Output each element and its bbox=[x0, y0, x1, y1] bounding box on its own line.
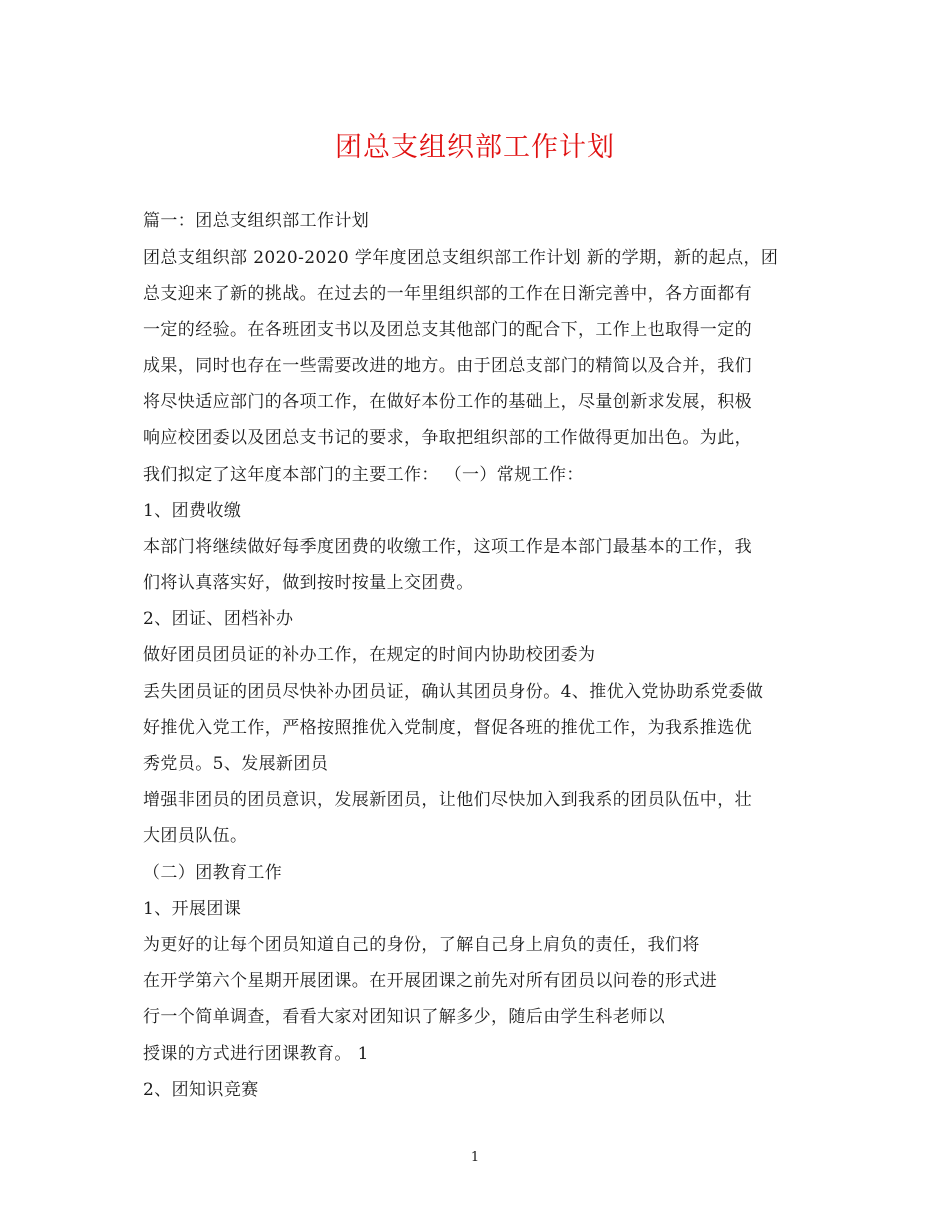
text-line: 为更好的让每个团员知道自己的身份，了解自己身上肩负的责任，我们将 bbox=[143, 935, 700, 955]
text-line: 做好团员团员证的补办工作，在规定的时间内协助校团委为 bbox=[143, 645, 596, 665]
text-line: 们将认真落实好，做到按时按量上交团费。 bbox=[143, 573, 474, 593]
text-line: 本部门将继续做好每季度团费的收缴工作，这项工作是本部门最基本的工作，我 bbox=[143, 537, 752, 557]
text-line: 一定的经验。在各班团支书以及团总支其他部门的配合下，工作上也取得一定的 bbox=[143, 320, 752, 340]
text-line: 将尽快适应部门的各项工作，在做好本份工作的基础上，尽量创新求发展，积极 bbox=[143, 392, 752, 412]
text-line: 团总支组织部 2020-2020 学年度团总支组织部工作计划 新的学期，新的起点，团 bbox=[143, 248, 779, 268]
text-line: 行一个简单调查，看看大家对团知识了解多少，随后由学生科老师以 bbox=[143, 1007, 665, 1027]
text-line: （二）团教育工作 bbox=[143, 863, 283, 883]
text-line: 2、团知识竞赛 bbox=[143, 1080, 259, 1100]
text-line: 好推优入党工作，严格按照推优入党制度，督促各班的推优工作，为我系推选优 bbox=[143, 718, 752, 738]
text-line: 总支迎来了新的挑战。在过去的一年里组织部的工作在日渐完善中，各方面都有 bbox=[143, 284, 752, 304]
text-line: 篇一：团总支组织部工作计划 bbox=[143, 211, 370, 231]
text-line: 1、团费收缴 bbox=[143, 501, 242, 521]
text-line: 大团员队伍。 bbox=[143, 826, 248, 846]
text-line: 我们拟定了这年度本部门的主要工作： （一）常规工作： bbox=[143, 465, 584, 485]
document-title: 团总支组织部工作计划 bbox=[335, 132, 615, 163]
text-line: 在开学第六个星期开展团课。在开展团课之前先对所有团员以问卷的形式进 bbox=[143, 971, 718, 991]
text-line: 2、团证、团档补办 bbox=[143, 609, 294, 629]
text-line: 成果，同时也存在一些需要改进的地方。由于团总支部门的精简以及合并，我们 bbox=[143, 356, 752, 376]
text-line: 授课的方式进行团课教育。 1 bbox=[143, 1044, 369, 1064]
text-line: 增强非团员的团员意识，发展新团员，让他们尽快加入到我系的团员队伍中，壮 bbox=[143, 790, 752, 810]
text-line: 秀党员。5、发展新团员 bbox=[143, 754, 329, 774]
text-line: 1、开展团课 bbox=[143, 899, 242, 919]
page-number: 1 bbox=[470, 1150, 480, 1165]
text-line: 丢失团员证的团员尽快补办团员证，确认其团员身份。4、推优入党协助系党委做 bbox=[143, 682, 764, 702]
text-line: 响应校团委以及团总支书记的要求，争取把组织部的工作做得更加出色。为此， bbox=[143, 428, 752, 448]
